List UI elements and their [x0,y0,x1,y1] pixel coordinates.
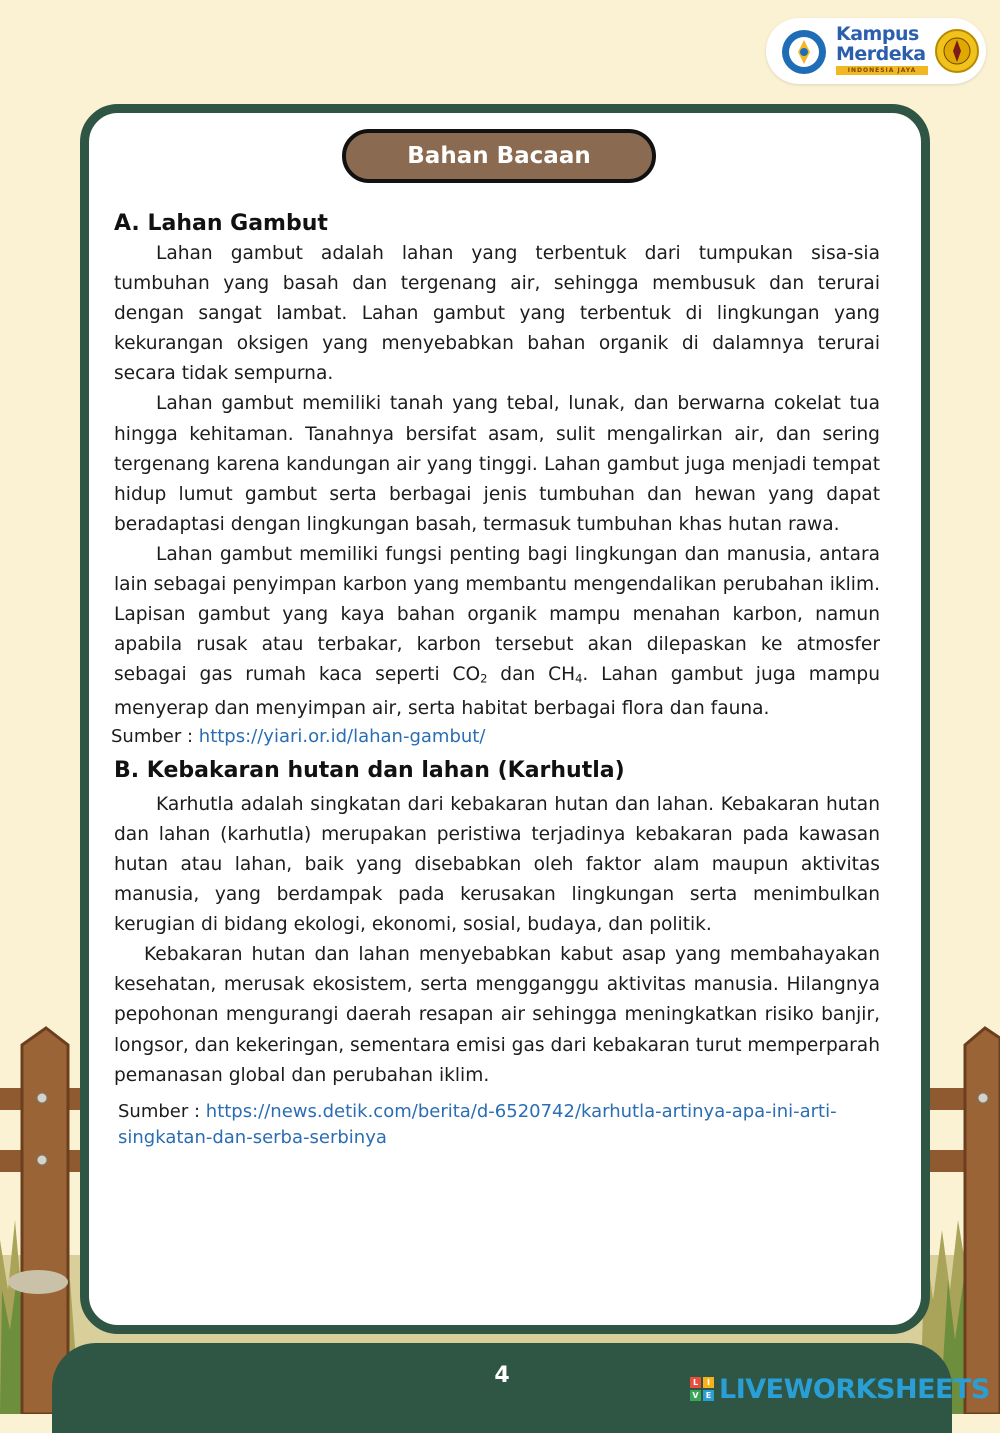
liveworksheets-grid-icon: L I V E [690,1377,714,1401]
paragraph-gambut-definition: Lahan gambut adalah lahan yang terbentuk dari tumpukan sisa-sia tumbuhan yang basah dan tergenang air, sehingga membusuk dan terurai dengan sangat lambat. Lahan gambut yang terbentuk di lingkungan yang kekurangan oksigen yang menyebabkan bahan organik di dalamnya terurai secara tidak sempurna. [114,243,880,385]
kampus-merdeka-wordmark: Kampus Merdeka [836,23,926,65]
source-link-yiari[interactable]: https://yiari.or.id/lahan-gambut/ [198,725,486,747]
tut-wuri-handayani-emblem-icon [780,28,828,76]
reading-card [80,104,930,1334]
university-seal-icon [934,27,980,75]
heading-lahan-gambut: A. Lahan Gambut [114,211,328,236]
paragraph-gambut-function: Lahan gambut memiliki fungsi penting bagi lingkungan dan manusia, antara lain sebagai penyimpan karbon yang membantu mengendalikan perubahan iklim. Lapisan gambut yang kaya bahan organik mampu menahan karbon, namun apabila rusak atau terbakar, karbon tersebut akan dilepaskan ke atmosfer sebagai gas rumah kaca seperti $CO_2$ dan $CH_4$. Lahan gambut juga mampu menyerap dan menyimpan air, serta habitat berbagai flora dan fauna. [114,543,880,719]
logo-tagline: INDONESIA JAYA [836,66,928,75]
liveworksheets-wordmark: LIVEWORKSHEETS [719,1373,990,1405]
paragraph-karhutla-definition: Karhutla adalah singkatan dari kebakaran hutan dan lahan. Kebakaran hutan dan lahan (karhutla) merupakan peristiwa terjadinya kebakaran pada kawasan hutan atau lahan, baik yang disebabkan oleh faktor alam maupun aktivitas manusia, yang berdampak pada kerusakan lingkungan serta menimbulkan kerugian di bidang ekologi, ekonomi, sosial, budaya, dan politik. [114,793,880,936]
page-number: 4 [494,1363,510,1388]
heading-karhutla: B. Kebakaran hutan dan lahan (Karhutla) [114,757,625,783]
source-citation-a: Sumber : https://yiari.or.id/lahan-gambut/ [111,725,486,747]
source-citation-b: Sumber : https://news.detik.com/berita/d-6520742/karhutla-artinya-apa-ini-arti-singkatan-dan-serba-serbinya [118,1100,837,1148]
paragraph-karhutla-impact: Kebakaran hutan dan lahan menyebabkan kabut asap yang membahayakan kesehatan, merusak ekosistem, serta mengganggu aktivitas manusia. Hilangnya pepohonan mengurangi daerah resapan air sehingga meningkatkan risiko banjir, longsor, dan kekeringan, sementara emisi gas dari kebakaran turut memperparah pemanasan global dan perubahan iklim. [114,944,880,1086]
section-banner-title: Bahan Bacaan [342,129,656,183]
reading-content [111,209,880,1151]
kampus-merdeka-logo [766,18,986,84]
liveworksheets-watermark [690,1372,990,1406]
paragraph-gambut-characteristics: Lahan gambut memiliki tanah yang tebal, lunak, dan berwarna cokelat tua hingga kehitaman. Tanahnya bersifat asam, sulit mengalirkan air, dan sering tergenang karena kandungan air yang tinggi. Lahan gambut juga menjadi tempat hidup lumut gambut serta berbagai jenis tumbuhan dan hewan yang dapat beradaptasi dengan lingkungan basah, termasuk tumbuhan khas hutan rawa. [114,393,880,535]
source-link-detik[interactable]: https://news.detik.com/berita/d-6520742/karhutla-artinya-apa-ini-arti-singkatan-dan-serba-serbinya [118,1100,837,1148]
